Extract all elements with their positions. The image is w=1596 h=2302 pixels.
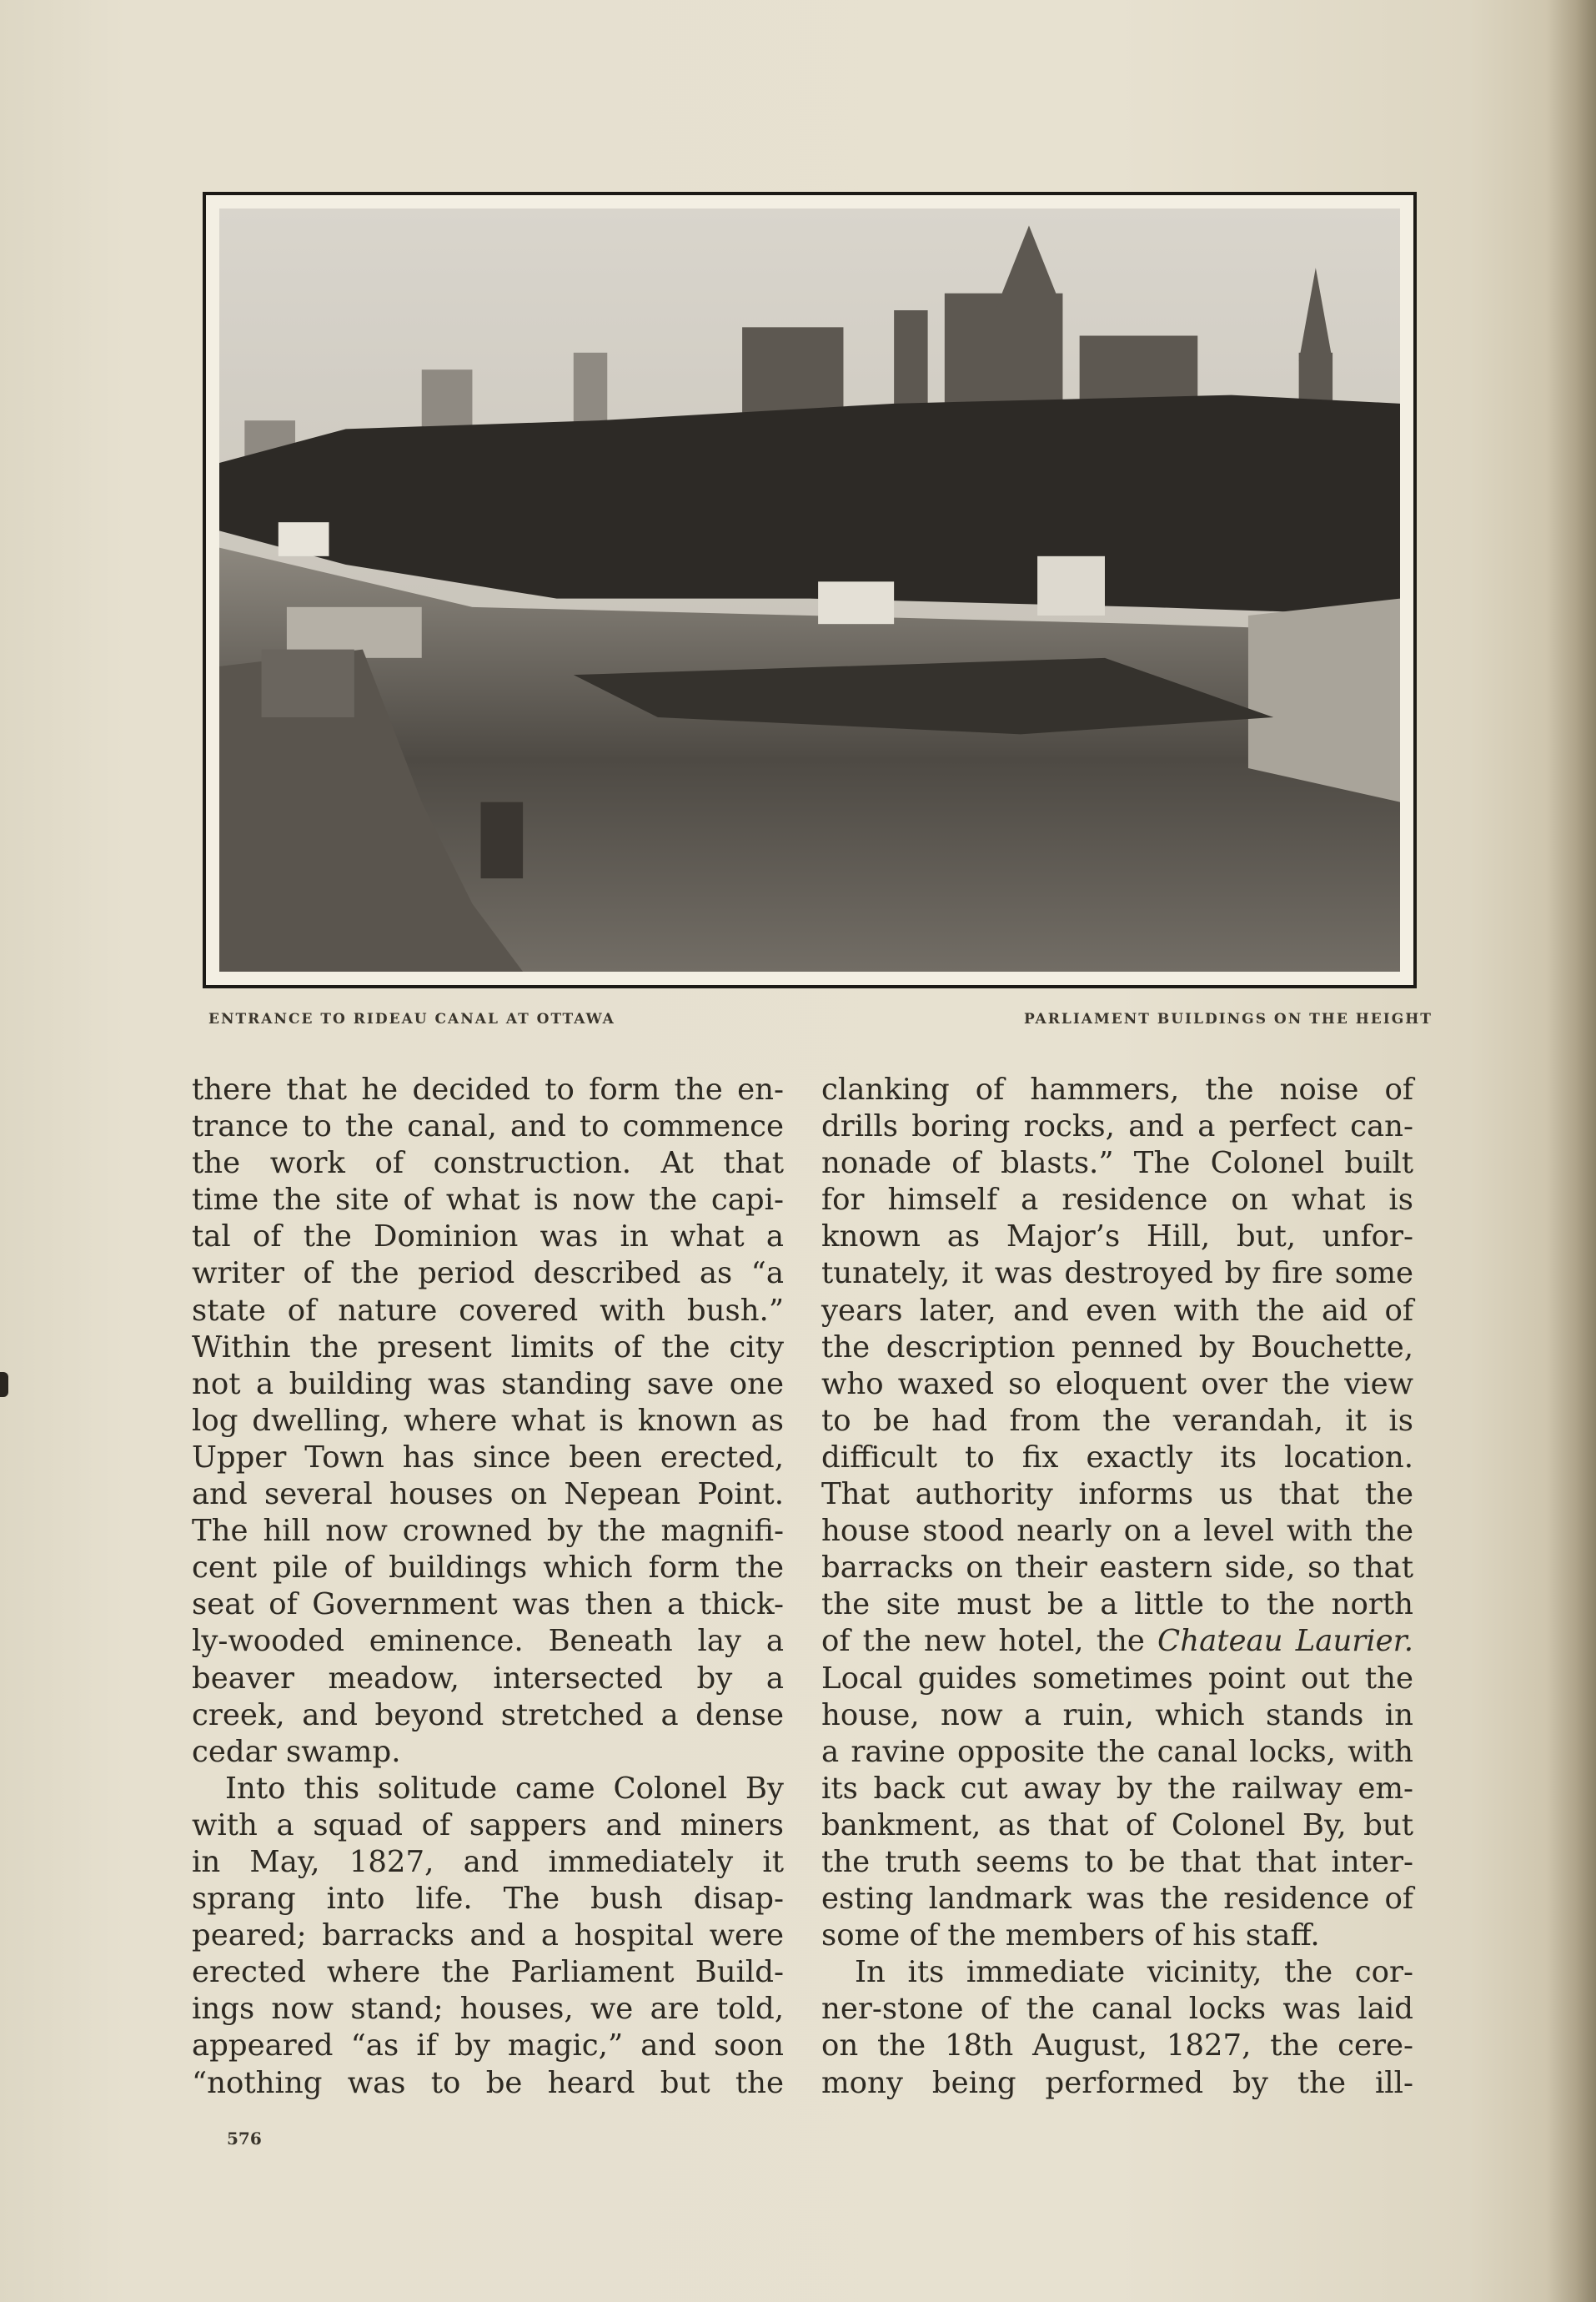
- right-column: [821, 1072, 1413, 2102]
- text-line: some of the members of his staff.: [821, 1918, 1320, 1953]
- text-line: in May, 1827, and immediately it: [192, 1844, 784, 1879]
- text-line: time the site of what is now the capi-: [192, 1183, 784, 1218]
- text-line: known as Major’s Hill, but, unfor-: [821, 1219, 1413, 1254]
- text-line: there that he decided to form the en-: [192, 1073, 784, 1107]
- text-line: not a building was standing save one: [192, 1366, 784, 1401]
- text-line: log dwelling, where what is known as: [192, 1403, 784, 1438]
- text-line: Into this solitude came Colonel By: [225, 1771, 784, 1806]
- text-line: tunately, it was destroyed by fire some: [821, 1256, 1413, 1291]
- text-line: trance to the canal, and to commence: [192, 1109, 784, 1144]
- text-line: ner-stone of the canal locks was laid: [821, 1992, 1413, 2027]
- text-fragment: of the new hotel, the: [821, 1624, 1158, 1659]
- text-line: creek, and beyond stretched a dense: [192, 1697, 784, 1732]
- photograph-illustration: [219, 209, 1400, 972]
- left-column: [192, 1072, 784, 2102]
- text-line: drills boring rocks, and a perfect can-: [821, 1109, 1413, 1144]
- text-line: house, now a ruin, which stands in: [821, 1697, 1413, 1732]
- text-line: its back cut away by the railway em-: [821, 1771, 1413, 1806]
- figure-caption-left: ENTRANCE TO RIDEAU CANAL AT OTTAWA: [208, 1011, 615, 1028]
- text-line: In its immediate vicinity, the cor-: [855, 1955, 1413, 1990]
- text-line: who waxed so eloquent over the view: [821, 1366, 1413, 1401]
- text-line: tal of the Dominion was in what a: [192, 1219, 784, 1254]
- text-line: mony being performed by the ill-: [821, 2065, 1413, 2100]
- text-line: years later, and even with the aid of: [821, 1293, 1413, 1328]
- text-line: ly-wooded eminence. Beneath lay a: [192, 1624, 784, 1659]
- text-line: a ravine opposite the canal locks, with: [821, 1734, 1413, 1769]
- text-line: Within the present limits of the city: [192, 1329, 784, 1365]
- text-line: and several houses on Nepean Point.: [192, 1477, 784, 1512]
- text-line: Upper Town has since been erected,: [192, 1440, 784, 1475]
- text-line: the description penned by Bouchette,: [821, 1329, 1413, 1365]
- text-line: writer of the period described as “a: [192, 1256, 784, 1291]
- photograph: [219, 209, 1400, 972]
- text-line: “nothing was to be heard but the: [192, 2065, 784, 2100]
- text-line: That authority informs us that the: [821, 1477, 1413, 1512]
- photograph-frame: [203, 192, 1417, 988]
- text-line: to be had from the verandah, it is: [821, 1403, 1413, 1438]
- text-line: difficult to fix exactly its location.: [821, 1440, 1413, 1475]
- text-line-with-italic: [821, 1623, 1413, 1660]
- page-number: 576: [227, 2129, 262, 2149]
- text-line: nonade of blasts.” The Colonel built: [821, 1146, 1413, 1181]
- text-line: the truth seems to be that that inter-: [821, 1844, 1413, 1879]
- text-line: seat of Government was then a thick-: [192, 1587, 784, 1622]
- text-line: esting landmark was the residence of: [821, 1882, 1413, 1917]
- text-line: bankment, as that of Colonel By, but: [821, 1807, 1413, 1842]
- spine-shadow: [1546, 0, 1596, 2302]
- text-line: the work of construction. At that: [192, 1146, 784, 1181]
- text-line: house stood nearly on a level with the: [821, 1514, 1413, 1549]
- figure-caption-right: PARLIAMENT BUILDINGS ON THE HEIGHT: [1024, 1011, 1433, 1028]
- text-line: Local guides sometimes point out the: [821, 1661, 1413, 1696]
- text-line: on the 18th August, 1827, the cere-: [821, 2028, 1413, 2063]
- text-line: The hill now crowned by the magnifi-: [192, 1514, 784, 1549]
- text-line: barracks on their eastern side, so that: [821, 1551, 1413, 1586]
- text-line: for himself a residence on what is: [821, 1183, 1413, 1218]
- text-line: with a squad of sappers and miners: [192, 1807, 784, 1842]
- text-line: appeared “as if by magic,” and soon: [192, 2028, 784, 2063]
- text-line: cedar swamp.: [192, 1734, 401, 1769]
- text-line: cent pile of buildings which form the: [192, 1551, 784, 1586]
- text-line: ings now stand; houses, we are told,: [192, 1992, 784, 2027]
- text-line: peared; barracks and a hospital were: [192, 1918, 784, 1953]
- margin-mark: [0, 1372, 8, 1397]
- text-line: state of nature covered with bush.”: [192, 1293, 784, 1328]
- italic-hotel-name: Chateau Laurier.: [1157, 1624, 1413, 1659]
- text-line: clanking of hammers, the noise of: [821, 1073, 1413, 1107]
- text-line: sprang into life. The bush disap-: [192, 1882, 784, 1917]
- text-line: erected where the Parliament Build-: [192, 1955, 784, 1990]
- text-line: beaver meadow, intersected by a: [192, 1661, 784, 1696]
- text-line: the site must be a little to the north: [821, 1587, 1413, 1622]
